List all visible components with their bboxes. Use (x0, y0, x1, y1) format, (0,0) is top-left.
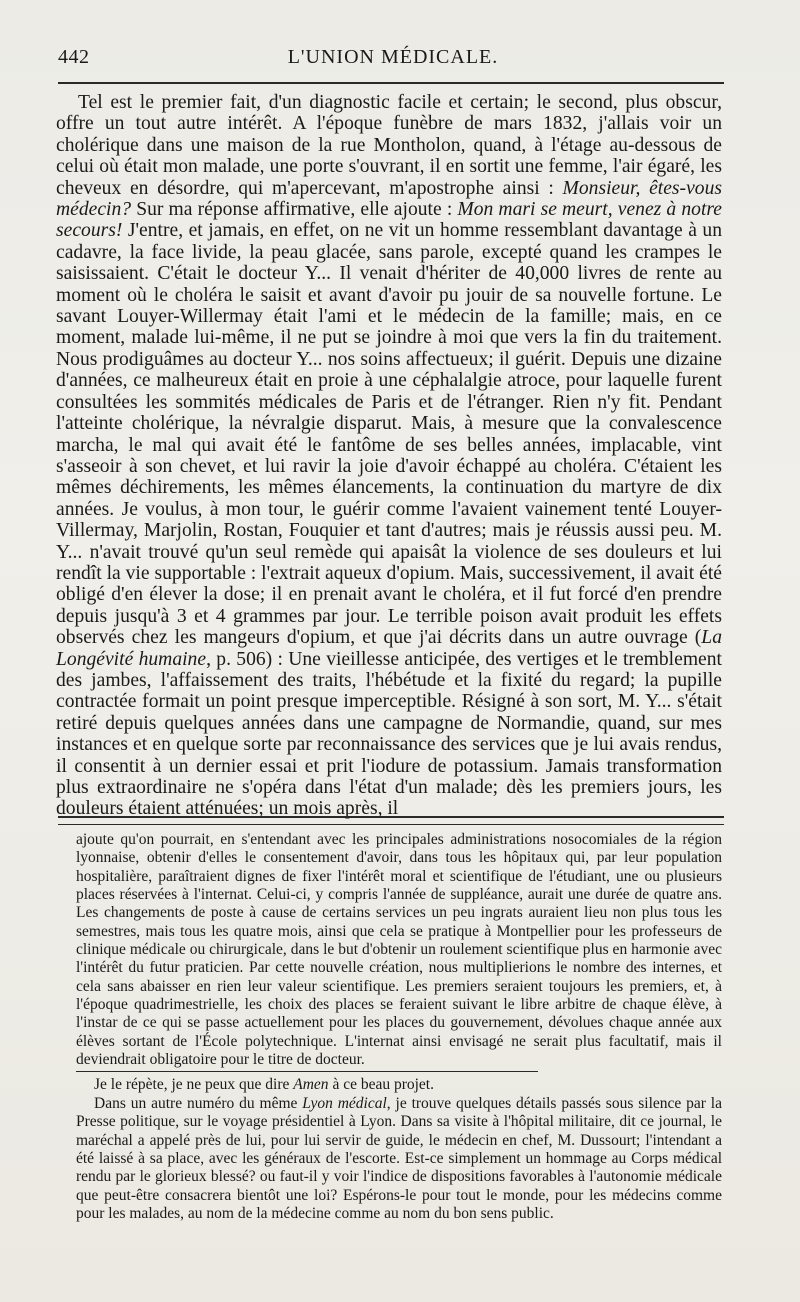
note-divider (76, 1071, 538, 1072)
header-rule (58, 82, 724, 84)
note-text: , je trouve quelques détails passés sous silence par la Presse politique, sur le voyage présidentiel à Lyon. Dans sa visite à l'hôpital militaire, dit ce journal, le maréchal a appelé près de lui, pour lui servir de guide, le médecin en chef, M. Dussourt; l'intendant a été laissé à sa place, avec les généraux de l'escorte. Est-ce simplement un hommage au Corps médical rendu par le glorieux blessé? ou faut-il y voir l'indice de dispositions favorables à l'autonomie médicale que peut-être consacrera bientôt une loi? Espérons-le pour tout le monde, pour les médecins comme pour les malades, au nom de la médecine comme au nom du bon sens public. (76, 1094, 722, 1222)
note-amen (76, 1076, 722, 1094)
italic-segment: Monsieur, êtes-vous médecin? (56, 177, 722, 221)
note-continuation: ajoute qu'on pourrait, en s'entendant avec les principales administrations nosocomiales de la région lyonnaise, obtenir d'elles le consentement d'avoir, dans tous les hôpitaux qui, par leur population hospitalière, paraîtraient dignes de fixer l'intérêt moral et scientifique de l'étudiant, une ou plusieurs places réservées à l'internat. Celui-ci, y compris l'année de suppléance, aurait une durée de quatre ans. Les changements de poste à cause de certains services un peu ingrats auraient lieu non plus tous les semestres, mais tous les quatre mois, ainsi que cela se pratique à Montpellier pour les professeurs de clinique médicale ou chirurgicale, dans le but d'obtenir un roulement scientifique plus en harmonie avec l'intérêt du futur praticien. Par cette nouvelle création, nous multiplierions le nombre des internes, et cela sans abaisser en rien leur valeur scientifique. Les premiers seraient toujours les premiers, et, à l'époque quadrimestrielle, les choix des places se feraient suivant le libre arbitre de chaque élève, à l'instar de ce qui se passe actuellement pour les places du gouvernement, dévolues chaque année aux élèves sortant de l'École polytechnique. L'internat ainsi envisagé ne serait plus facultatif, mais il deviendrait obligatoire pour le titre de docteur. (76, 831, 722, 1069)
journal-title: L'UNION MÉDICALE. (287, 46, 499, 68)
note-text: Dans un autre numéro du même (94, 1094, 303, 1112)
text-segment: , p. 506) : Une vieillesse anticipée, des vertiges et le tremblement des jambes, l'affaissement des traits, l'hébétude et la fixité du regard; la pupille contractée formait un point presque imperceptible. Résigné à son sort, M. Y... s'était retiré depuis quelques années dans une campagne de Normandie, quand, sur mes instances et en quelque sorte par reconnaissance des services que je lui avais rendus, il consentit à un dernier essai et prit l'iodure de potassium. Jamais transformation plus extraordinaire ne s'opéra dans l'état d'un malade; dès les premiers jours, les douleurs étaient atténuées; un mois après, il (56, 648, 722, 820)
note-italic: Lyon médical (302, 1094, 387, 1112)
text-segment: Sur ma réponse affirmative, elle ajoute : (131, 199, 458, 221)
italic-segment: Mon mari se meurt, venez à notre secours! (56, 199, 722, 242)
italic-segment: La Longévité humaine (56, 627, 722, 670)
running-head (58, 44, 728, 74)
note-lyon (76, 1095, 722, 1223)
page-number: 442 (58, 46, 90, 68)
main-paragraph (56, 92, 722, 820)
footnote-separator (58, 816, 724, 825)
note-text: à ce beau projet. (328, 1076, 434, 1094)
text-segment: Tel est le premier fait, d'un diagnostic facile et certain; le second, plus obscur, offre un tout autre intérêt. A l'époque funèbre de mars 1832, j'allais voir un cholérique dans une maison de la rue Montholon, quand, à l'étage au-dessous de celui où était mon malade, une porte s'ouvrant, il en sortit une femme, l'air égaré, les cheveux en désordre, qui m'apercevant, m'apostrophe ainsi : (56, 92, 722, 199)
text-segment: J'entre, et jamais, en effet, on ne vit un homme ressemblant davantage à un cadavre, la face livide, la peau glacée, sans parole, excepté quand les crampes le saisissaient. C'était le docteur Y... Il venait d'hériter de 40,000 livres de rente au moment où le choléra le saisit et avant d'avoir pu jouir de sa nouvelle fortune. Le savant Louyer-Willermay était l'ami et le médecin de la famille; mais, en ce moment, malade lui-même, il ne put se joindre à moi que vers la fin du traitement. Nous prodiguâmes au docteur Y... nos soins affectueux; il guérit. Depuis une dizaine d'années, ce malheureux était en proie à une céphalalgie atroce, pour laquelle furent consultées les sommités médicales de Paris et de l'étranger. Rien n'y fit. Pendant l'atteinte cholérique, la névralgie disparut. Mais, à mesure que la convalescence marcha, le mal qui avait été le fantôme de ses belles années, implacable, vint s'asseoir à son chevet, et lui ravir la joie d'avoir échappé au choléra. C'étaient les mêmes déchirements, les mêmes élancements, la continuation du martyre de dix années. Je voulus, à mon tour, le guérir comme l'avaient vainement tenté Louyer-Villermay, Marjolin, Rostan, Fouquier et tant d'autres; mais je réussis aussi peu. M. Y... n'avait trouvé qu'un seul remède qui apaisât la violence de ses douleurs et lui rendît la vie supportable : l'extrait aqueux d'opium. Mais, successivement, il avait été obligé d'en élever la dose; il en prenait avant le choléra, et il fut forcé d'en prendre depuis jusqu'à 3 et 4 grammes par jour. Le terrible poison avait produit les effets observés chez les mangeurs d'opium, et que j'ai décrits dans un autre ouvrage ( (56, 220, 722, 649)
main-article-text (56, 92, 722, 820)
lower-notes (76, 831, 722, 1223)
note-text: Je le répète, je ne peux que dire (94, 1076, 294, 1094)
note-italic: Amen (293, 1076, 329, 1094)
